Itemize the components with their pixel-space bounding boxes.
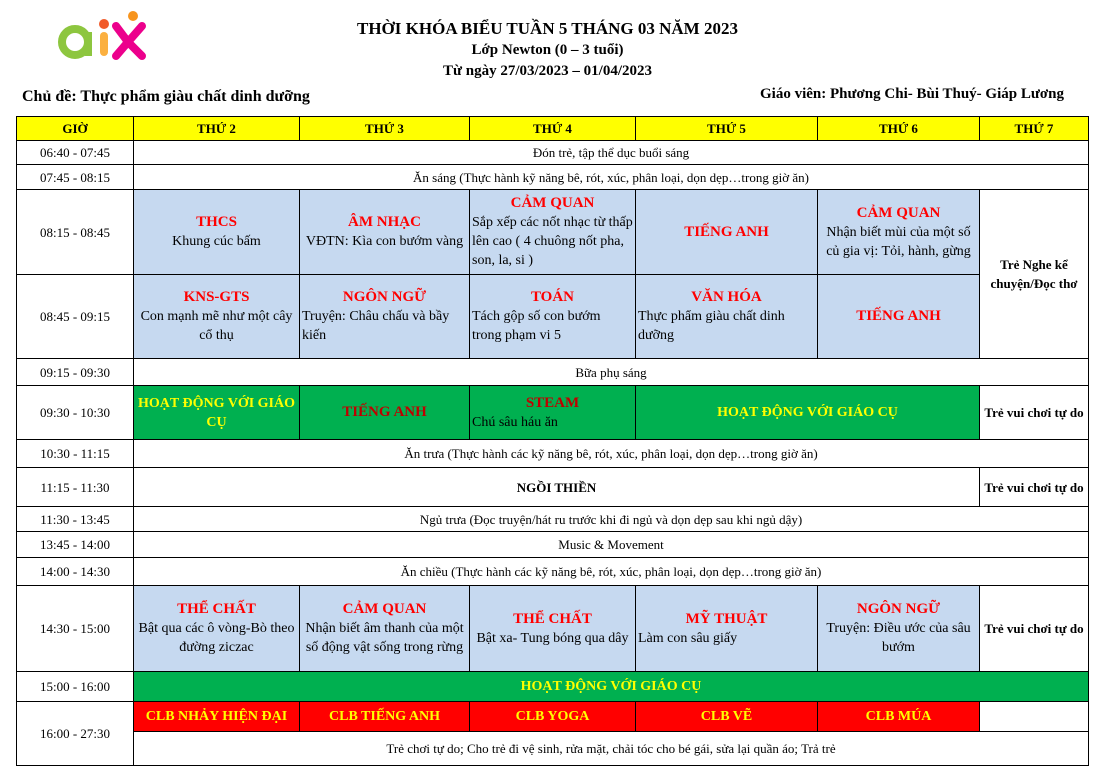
lesson-cell xyxy=(818,190,980,275)
subject-label: VĂN HÓA xyxy=(691,289,762,305)
table-row xyxy=(17,190,1089,275)
lesson-cell xyxy=(818,275,980,359)
lesson-detail: Làm con sâu giấy xyxy=(638,630,738,646)
subject-label: MỸ THUẬT xyxy=(685,610,768,627)
club-cell: CLB VẼ xyxy=(636,702,818,732)
subject-label: THỂ CHẤT xyxy=(513,610,592,627)
lesson-detail: Truyện: Châu chấu và bầy kiến xyxy=(302,309,450,343)
lesson-detail: Nhận biết mùi của một số củ gia vị: Tỏi, hành, gừng xyxy=(826,224,971,259)
time-cell: 07:45 - 08:15 xyxy=(17,165,134,190)
time-cell: 13:45 - 14:00 xyxy=(17,532,134,558)
subject-label: THỂ CHẤT xyxy=(177,601,256,617)
date-range: Từ ngày 27/03/2023 – 01/04/2023 xyxy=(442,63,653,79)
subject-label: CẢM QUAN xyxy=(856,204,941,221)
lesson-detail: Nhận biết âm thanh của một số động vật sống trong rừng xyxy=(305,621,464,655)
col-wed: THỨ 4 xyxy=(470,117,636,141)
lesson-cell xyxy=(636,190,818,275)
col-mon: THỨ 2 xyxy=(134,117,300,141)
table-row xyxy=(17,507,1089,532)
col-thu: THỨ 5 xyxy=(636,117,818,141)
table-row xyxy=(17,165,1089,190)
green-activity-cell xyxy=(470,386,636,440)
col-time: GIỜ xyxy=(17,117,134,141)
teachers-label: Giáo viên: Phương Chi- Bùi Thuý- Giáp Lương xyxy=(760,86,1064,102)
club-cell: CLB NHẢY HIỆN ĐẠI xyxy=(134,702,300,732)
lesson-detail: Chú sâu háu ăn xyxy=(472,414,558,430)
table-row xyxy=(17,141,1089,165)
subject-label: TIẾNG ANH xyxy=(342,404,427,420)
club-cell: CLB MÚA xyxy=(818,702,980,732)
time-cell: 11:30 - 13:45 xyxy=(17,507,134,532)
lesson-detail: Thực phẩm giàu chất dinh dưỡng xyxy=(638,309,785,343)
activity-cell: Bữa phụ sáng xyxy=(134,359,1089,386)
table-row xyxy=(17,468,1089,507)
activity-cell: Music & Movement xyxy=(134,532,1089,558)
activity-cell: Trẻ chơi tự do; Cho trẻ đi vệ sinh, rửa mặt, chải tóc cho bé gái, sửa lại quần áo; Trả trẻ xyxy=(134,732,1089,766)
lesson-cell xyxy=(818,586,980,672)
table-row xyxy=(17,558,1089,586)
class-name: Lớp Newton (0 – 3 tuổi) xyxy=(471,42,624,58)
activity-cell: Ngủ trưa (Đọc truyện/hát ru trước khi đi ngủ và dọn dẹp sau khi ngủ dậy) xyxy=(134,507,1089,532)
lesson-cell xyxy=(134,275,300,359)
lesson-detail: Con mạnh mẽ như một cây cổ thụ xyxy=(140,309,293,343)
header-row xyxy=(17,117,1089,141)
saturday-cell: Trẻ vui chơi tự do xyxy=(980,586,1089,672)
timetable-title: THỜI KHÓA BIỂU TUẦN 5 THÁNG 03 NĂM 2023 xyxy=(357,19,738,38)
club-cell: CLB YOGA xyxy=(470,702,636,732)
empty-cell xyxy=(980,702,1089,732)
subject-label: KNS-GTS xyxy=(183,289,250,305)
table-row xyxy=(17,732,1089,766)
subject-label: TIẾNG ANH xyxy=(856,308,941,324)
lesson-cell xyxy=(636,586,818,672)
time-cell: 14:00 - 14:30 xyxy=(17,558,134,586)
col-sat: THỨ 7 xyxy=(980,117,1089,141)
saturday-cell: Trẻ vui chơi tự do xyxy=(980,386,1089,440)
green-activity-cell xyxy=(300,386,470,440)
subject-label: TOÁN xyxy=(530,289,575,305)
table-row xyxy=(17,275,1089,359)
time-cell: 09:30 - 10:30 xyxy=(17,386,134,440)
lesson-cell xyxy=(300,275,470,359)
col-fri: THỨ 6 xyxy=(818,117,980,141)
lesson-detail: Khung cúc bấm xyxy=(172,234,261,249)
lesson-cell xyxy=(470,586,636,672)
lesson-cell xyxy=(134,190,300,275)
subject-label: CẢM QUAN xyxy=(510,195,595,211)
subject-label: NGÔN NGỮ xyxy=(856,601,941,617)
activity-cell: Đón trẻ, tập thể dục buổi sáng xyxy=(134,141,1089,165)
subject-label: TIẾNG ANH xyxy=(684,223,769,240)
green-activity-cell: HOẠT ĐỘNG VỚI GIÁO CỤ xyxy=(134,386,300,440)
time-cell: 09:15 - 09:30 xyxy=(17,359,134,386)
table-row xyxy=(17,702,1089,732)
table-row xyxy=(17,359,1089,386)
time-cell: 08:45 - 09:15 xyxy=(17,275,134,359)
club-cell: CLB TIẾNG ANH xyxy=(300,702,470,732)
lesson-cell xyxy=(470,275,636,359)
subject-label: CẢM QUAN xyxy=(342,601,427,617)
time-cell: 14:30 - 15:00 xyxy=(17,586,134,672)
timetable xyxy=(16,116,1089,766)
lesson-detail: VĐTN: Kìa con bướm vàng xyxy=(305,234,464,249)
time-cell: 16:00 - 27:30 xyxy=(17,702,134,766)
saturday-cell: Trẻ Nghe kể chuyện/Đọc thơ xyxy=(980,190,1089,359)
saturday-cell: Trẻ vui chơi tự do xyxy=(980,468,1089,507)
time-cell: 08:15 - 08:45 xyxy=(17,190,134,275)
lesson-detail: Bật qua các ô vòng-Bò theo đường ziczac xyxy=(138,621,295,655)
lesson-detail: Sắp xếp các nốt nhạc từ thấp lên cao ( 4 chuông nốt pha, son, la, si ) xyxy=(472,215,633,268)
activity-cell: Ăn chiều (Thực hành các kỹ năng bê, rót, xúc, phân loại, dọn dẹp…trong giờ ăn) xyxy=(134,558,1089,586)
time-cell: 06:40 - 07:45 xyxy=(17,141,134,165)
table-row xyxy=(17,532,1089,558)
subject-label: ÂM NHẠC xyxy=(348,214,421,230)
subject-label: NGÔN NGỮ xyxy=(342,289,427,305)
green-activity-cell: HOẠT ĐỘNG VỚI GIÁO CỤ xyxy=(134,672,1089,702)
lesson-detail: Truyện: Điều ước của sâu bướm xyxy=(826,621,971,655)
table-row xyxy=(17,672,1089,702)
lesson-detail: Bật xa- Tung bóng qua dây xyxy=(476,630,629,646)
green-activity-cell: HOẠT ĐỘNG VỚI GIÁO CỤ xyxy=(636,386,980,440)
time-cell: 15:00 - 16:00 xyxy=(17,672,134,702)
lesson-cell xyxy=(470,190,636,275)
table-row xyxy=(17,440,1089,468)
lesson-detail: Tách gộp số con bướm trong phạm vi 5 xyxy=(472,309,601,343)
subject-label: STEAM xyxy=(525,394,580,411)
time-cell: 11:15 - 11:30 xyxy=(17,468,134,507)
lesson-cell xyxy=(636,275,818,359)
time-cell: 10:30 - 11:15 xyxy=(17,440,134,468)
table-row xyxy=(17,386,1089,440)
subject-label: THCS xyxy=(196,214,237,230)
table-row xyxy=(17,586,1089,672)
activity-cell: Ăn sáng (Thực hành kỹ năng bê, rót, xúc, phân loại, dọn dẹp…trong giờ ăn) xyxy=(134,165,1089,190)
activity-cell: NGỒI THIỀN xyxy=(134,468,980,507)
lesson-cell xyxy=(300,190,470,275)
activity-cell: Ăn trưa (Thực hành các kỹ năng bê, rót, xúc, phân loại, dọn dẹp…trong giờ ăn) xyxy=(134,440,1089,468)
col-tue: THỨ 3 xyxy=(300,117,470,141)
lesson-cell xyxy=(300,586,470,672)
lesson-cell xyxy=(134,586,300,672)
topic-label: Chủ đề: Thực phẩm giàu chất dinh dưỡng xyxy=(22,88,310,105)
